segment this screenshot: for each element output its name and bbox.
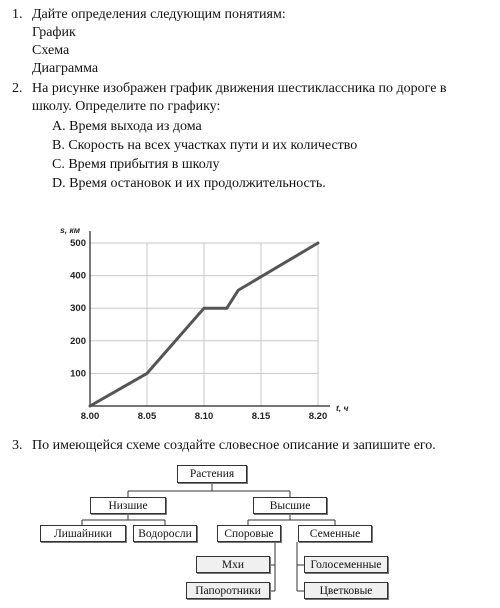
diagram-node-spore: Споровые [217, 525, 281, 542]
q2-option-a: A. Время выхода из дома [52, 119, 202, 134]
chart-y-tick-label: 200 [70, 335, 86, 347]
q3-text: По имеющейся схеме создайте словесное описание и запишите его. [32, 438, 436, 453]
q2-option-b: B. Скорость на всех участках пути и их количество [52, 138, 358, 153]
q1-item: Схема [32, 43, 70, 58]
chart-y-axis-label: s, км [60, 225, 81, 235]
q1-item: График [32, 25, 76, 40]
diagram-node-lower: Низшие [90, 497, 166, 514]
chart-x-tick-label: 8.00 [80, 411, 100, 422]
q2-option-d: D. Время остановок и их продолжительность. [52, 176, 326, 191]
chart-x-tick-label: 8.10 [194, 411, 214, 422]
diagram-node-higher: Высшие [253, 497, 327, 514]
diagram-node-ferns: Папоротники [186, 582, 270, 599]
diagram-node-plants: Растения [177, 465, 247, 483]
diagram-node-mosses: Мхи [196, 556, 270, 573]
chart-y-tick-label: 300 [70, 303, 86, 315]
q2-text-line2: школу. Определите по графику: [32, 99, 221, 114]
diagram-node-flowering: Цветковые [304, 582, 388, 599]
chart-x-axis-label: t, ч [336, 403, 349, 413]
q1-text: Дайте определения следующим понятиям: [32, 7, 286, 22]
q1-number: 1. [12, 7, 23, 22]
chart-y-tick-label: 400 [70, 270, 86, 282]
diagram-node-gymnosperms: Голосеменные [304, 556, 388, 573]
q2-option-c: C. Время прибытия в школу [52, 157, 220, 172]
diagram-node-algae: Водоросли [133, 525, 197, 542]
chart-x-tick-label: 8.05 [137, 411, 157, 422]
chart-y-tick-label: 100 [70, 368, 86, 380]
diagram-node-seed: Семенные [298, 525, 372, 542]
q2-number: 2. [12, 81, 23, 96]
diagram-node-lichens: Лишайники [40, 525, 126, 542]
q1-item: Диаграмма [32, 61, 99, 76]
q2-text-line1: На рисунке изображен график движения шестиклассника по дороге в [32, 81, 447, 96]
chart-y-tick-label: 500 [70, 238, 86, 249]
chart-x-tick-label: 8.15 [251, 411, 271, 422]
q3-number: 3. [12, 438, 23, 453]
chart-x-tick-label: 8.20 [308, 411, 328, 422]
